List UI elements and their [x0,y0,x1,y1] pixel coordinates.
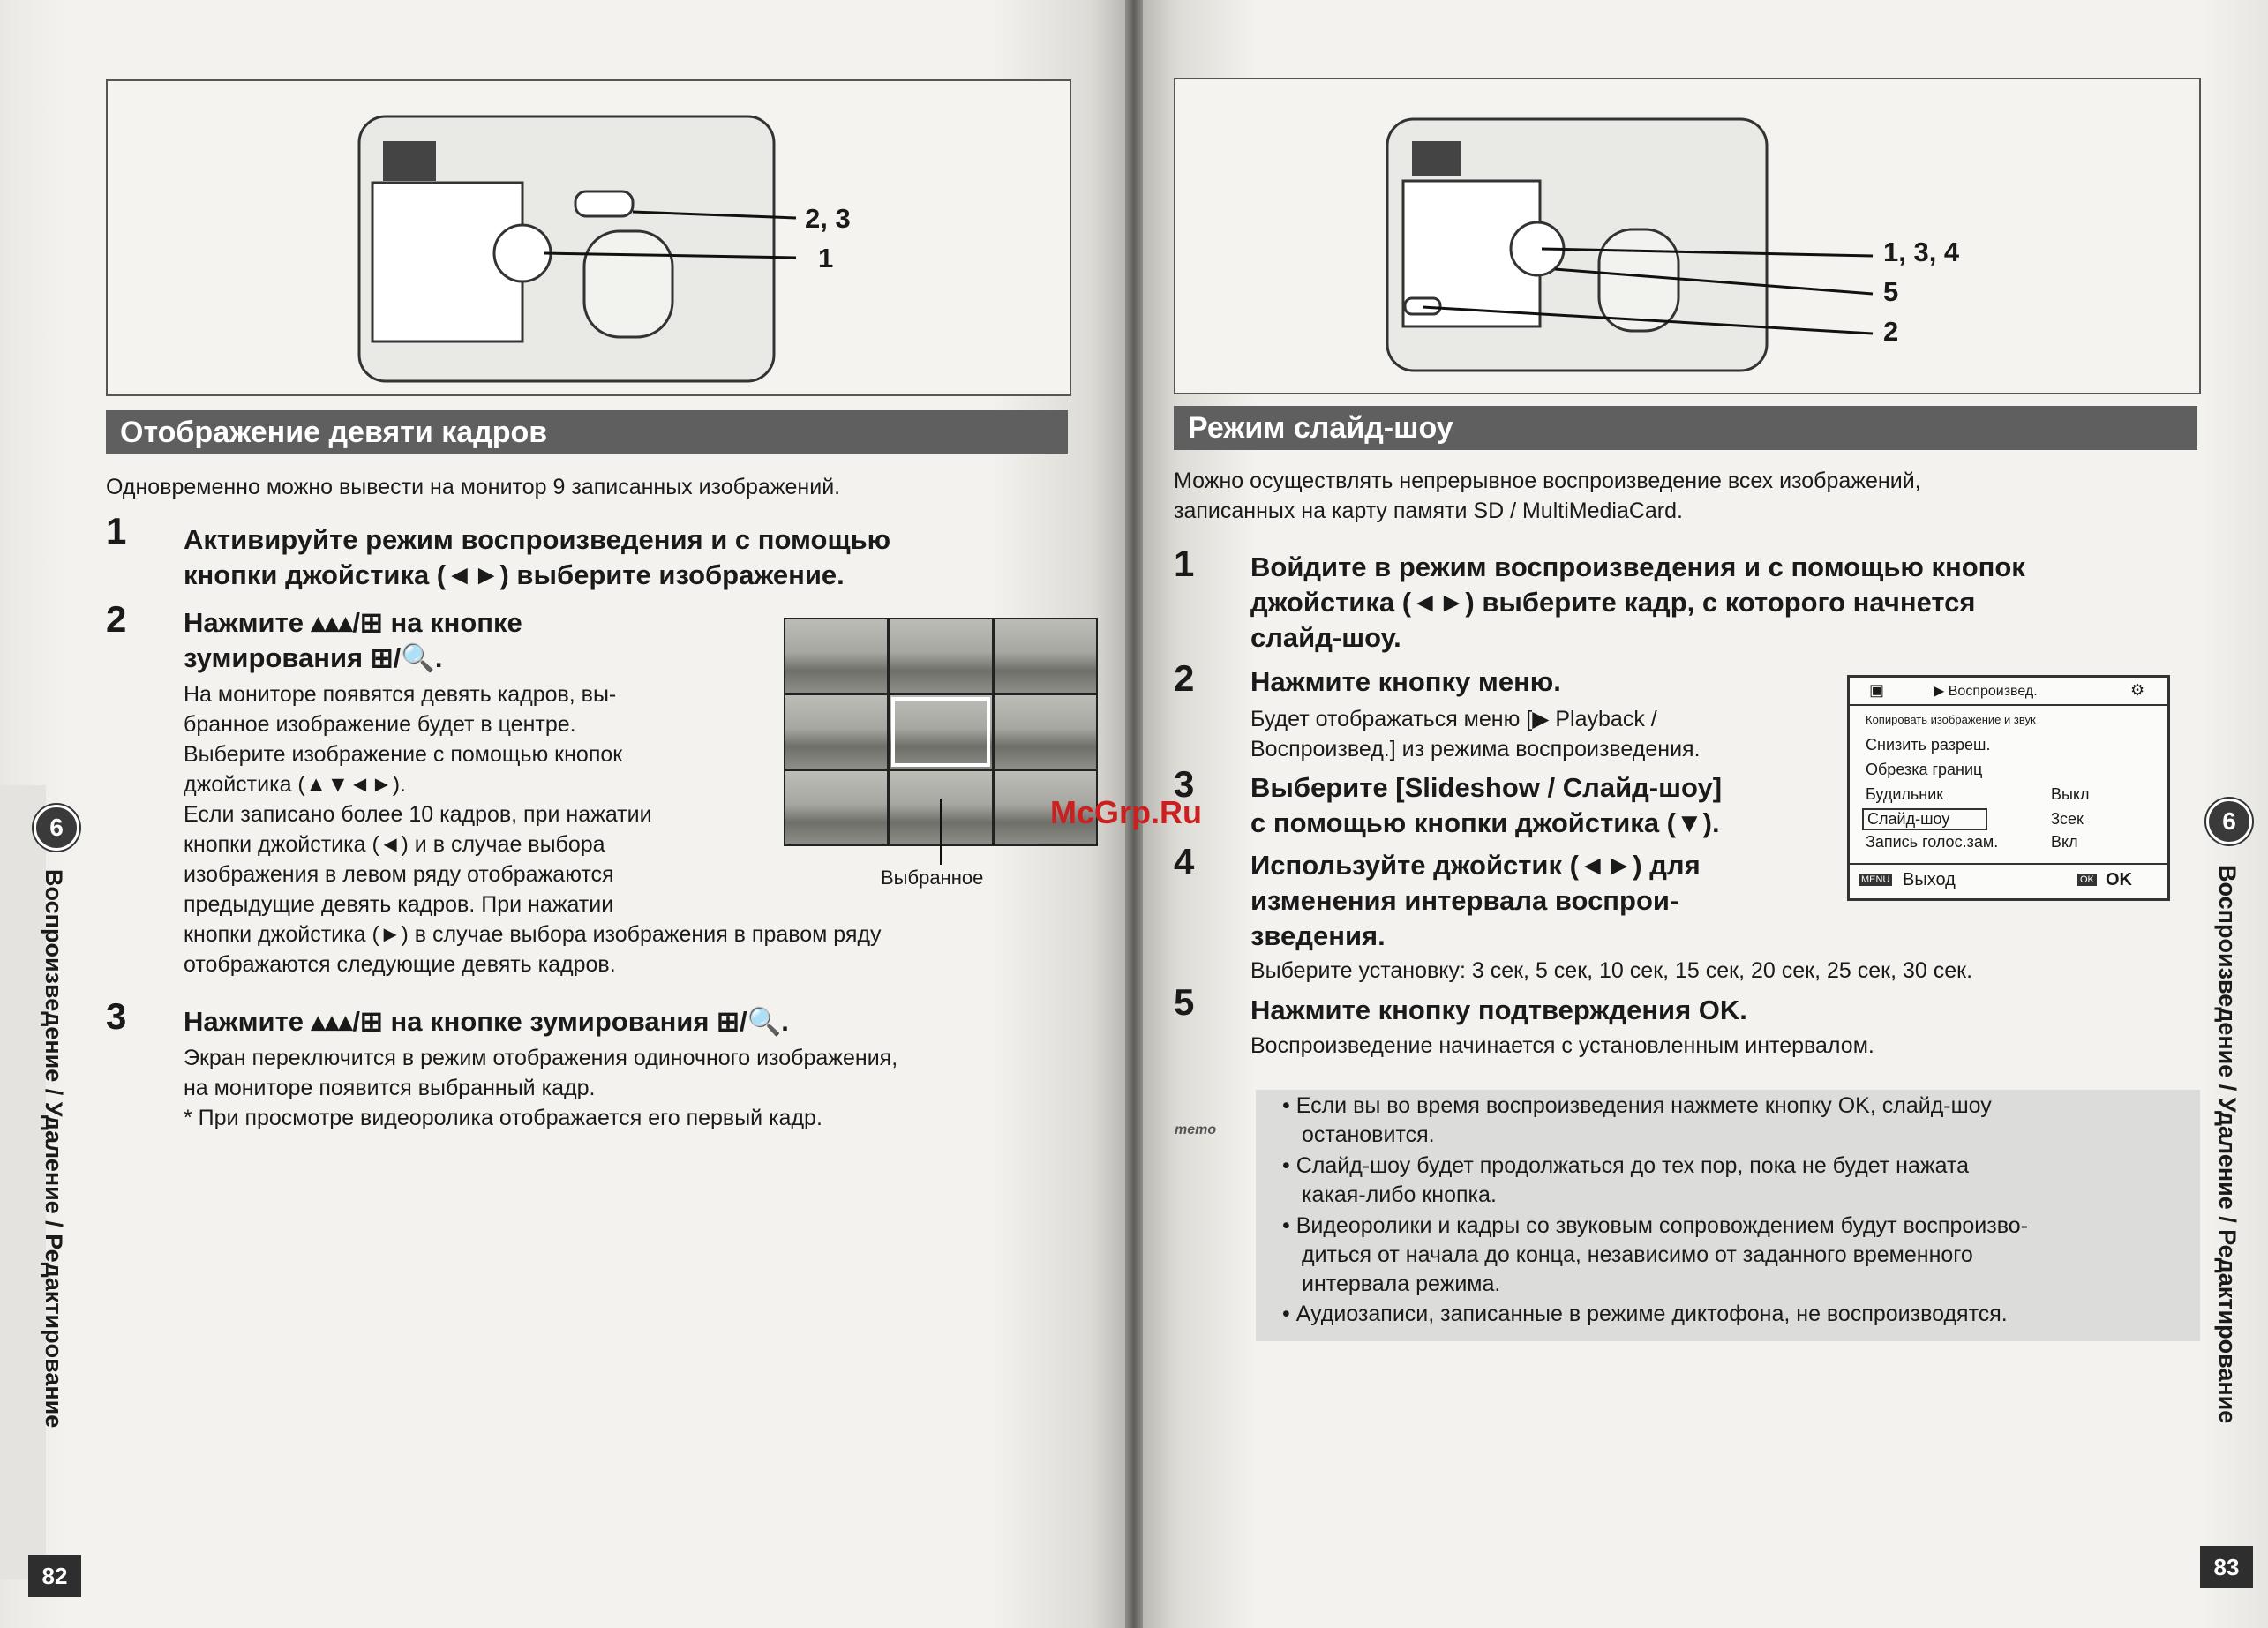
thumbnail [995,695,1096,769]
watermark: McGrp.Ru [1050,794,1203,830]
step-title: Нажмите ▴▴▴/⊞ на кнопке зумирования ⊞/🔍. [184,1006,789,1037]
page-number: 83 [2200,1546,2253,1588]
memo-item: • Видеоролики и кадры со звуковым сопровождением будут воспроизво- диться от начала до конца, независимо от заданного временного интервала режима. [1282,1213,2028,1296]
menu-value: Выкл [2051,785,2090,803]
callout-2: 2 [1883,316,1899,347]
section-title-bar: Режим слайд-шоу [1174,406,2197,450]
step-body: Воспроизведение начинается с установленным интервалом. [1250,1033,1874,1058]
thumbnail-caption: Выбранное [881,867,984,889]
menu-tab-playback: ▶ Воспроизвед. [1934,684,2038,699]
step-title: Нажмите кнопку меню. [1250,666,1561,697]
menu-item: Будильник [1866,785,1944,803]
menu-key: MENU [1859,874,1892,886]
chapter-vertical-title: Воспроизведение / Удаление / Редактирование [41,869,67,1429]
thumbnail-selected [890,695,991,769]
thumbnail [785,771,887,844]
settings-tab-icon: ⚙ [2130,681,2145,699]
step-number: 2 [1174,657,1195,699]
camera-figure-box [106,79,1071,396]
ok-label: OK [2106,870,2132,889]
step-title: Используйте джойстик (◄►) для изменения интервала воспрои- зведения. [1250,850,1701,951]
intro-text: Можно осуществлять непрерывное воспроизведение всех изображений, записанных на карту памяти SD / MultiMediaCard. [1174,469,1921,523]
caption-leader [940,799,942,865]
memo-item: • Аудиозаписи, записанные в режиме диктофона, не воспроизводятся. [1282,1302,2008,1326]
menu-item-selected: Слайд-шоу [1862,808,1987,830]
step-number: 4 [1174,841,1195,882]
step-title: Нажмите кнопку подтверждения OK. [1250,994,1747,1025]
step-body: Выберите установку: 3 сек, 5 сек, 10 сек, 15 сек, 20 сек, 25 сек, 30 сек. [1250,958,1973,983]
mode-dial [584,231,672,337]
step-number: 1 [106,510,127,551]
menu-value: 3сек [2051,810,2084,828]
menu-value: Вкл [2051,833,2078,851]
camera-illustration [108,81,1070,394]
step-body: На мониторе появятся девять кадров, вы- бранное изображение будет в центре. Выберите изображение с помощью кнопок джойстика (▲▼◄►). Если записано более 10 кадров, при нажатии кнопки джойстика (◄) и в случае выбора изображения в левом ряду отображаются предыдущие девять кадров. При нажатии кнопки джойстика (►) в случае выбора изображения в правом ряду отображаются следующие девять кадров. [184,682,882,977]
camera-tab-icon: ▣ [1869,681,1885,699]
intro-text: Одновременно можно вывести на монитор 9 записанных изображений. [106,475,841,499]
menu-button [1405,298,1440,314]
chapter-vertical-title: Воспроизведение / Удаление / Редактирование [2214,865,2241,1424]
camera-viewfinder [383,141,436,181]
step-number: 3 [1174,763,1195,805]
camera-illustration [1175,79,2199,393]
memo-icon [1169,1110,1222,1154]
chapter-tab-number: 6 [2206,799,2252,844]
step-title: Выберите [Slideshow / Слайд-шоу] с помощью кнопки джойстика (▼). [1250,772,1723,838]
camera-figure-box [1174,78,2201,394]
exit-label: Выход [1903,870,1956,889]
mode-dial [1599,229,1678,331]
menu-item: Снизить разреш. [1866,736,1991,754]
joystick [494,225,551,281]
menu-item: Копировать изображение и звук [1866,713,2036,726]
step-body: Экран переключится в режим отображения одиночного изображения, на мониторе появится выбранный кадр. * При просмотре видеоролика отображается его первый кадр. [184,1046,898,1130]
menu-item: Обрезка границ [1866,761,1983,778]
menu-item: Запись голос.зам. [1866,833,1999,851]
step-title: Войдите в режим воспроизведения и с помощью кнопок джойстика (◄►) выберите кадр, с которого начнется слайд-шоу. [1250,551,2025,653]
step-number: 5 [1174,981,1195,1023]
menu-footer [1850,863,2167,896]
step-body: Будет отображаться меню [▶ Playback / Воспроизвед.] из режима воспроизведения. [1250,707,1701,761]
memo-box [1256,1090,2200,1341]
step-number: 2 [106,598,127,640]
left-page [0,0,1125,1628]
section-title-bar: Отображение девяти кадров [106,410,1068,454]
thumbnail [785,695,887,769]
step-title: Нажмите ▴▴▴/⊞ на кнопке зумирования ⊞/🔍. [184,607,522,673]
step-number: 3 [106,995,127,1037]
menu-tab-bar [1850,678,2167,706]
step-number: 1 [1174,543,1195,584]
camera-viewfinder [1412,141,1461,176]
zoom-button [575,191,633,216]
callout-5: 5 [1883,276,1899,307]
thumbnail [890,619,991,693]
memo-item: • Если вы во время воспроизведения нажмете кнопку OK, слайд-шоу остановится. [1282,1093,1992,1147]
step-title: Активируйте режим воспроизведения и с помощью кнопки джойстика (◄►) выберите изображение. [184,524,891,590]
memo-item: • Слайд-шоу будет продолжаться до тех пор, пока не будет нажата какая-либо кнопка. [1282,1153,1970,1207]
thumbnail [785,619,887,693]
callout-1: 1 [818,243,834,274]
playback-menu-screen [1847,675,2170,901]
chapter-tab-number: 6 [34,805,79,851]
memo-label: memo [1175,1122,1217,1137]
callout-1-3-4: 1, 3, 4 [1883,236,1960,267]
thumbnail [995,619,1096,693]
callout-2-3: 2, 3 [805,203,851,234]
ok-key: OK [2077,874,2097,886]
page-number: 82 [28,1555,81,1597]
right-page [1143,0,2268,1628]
